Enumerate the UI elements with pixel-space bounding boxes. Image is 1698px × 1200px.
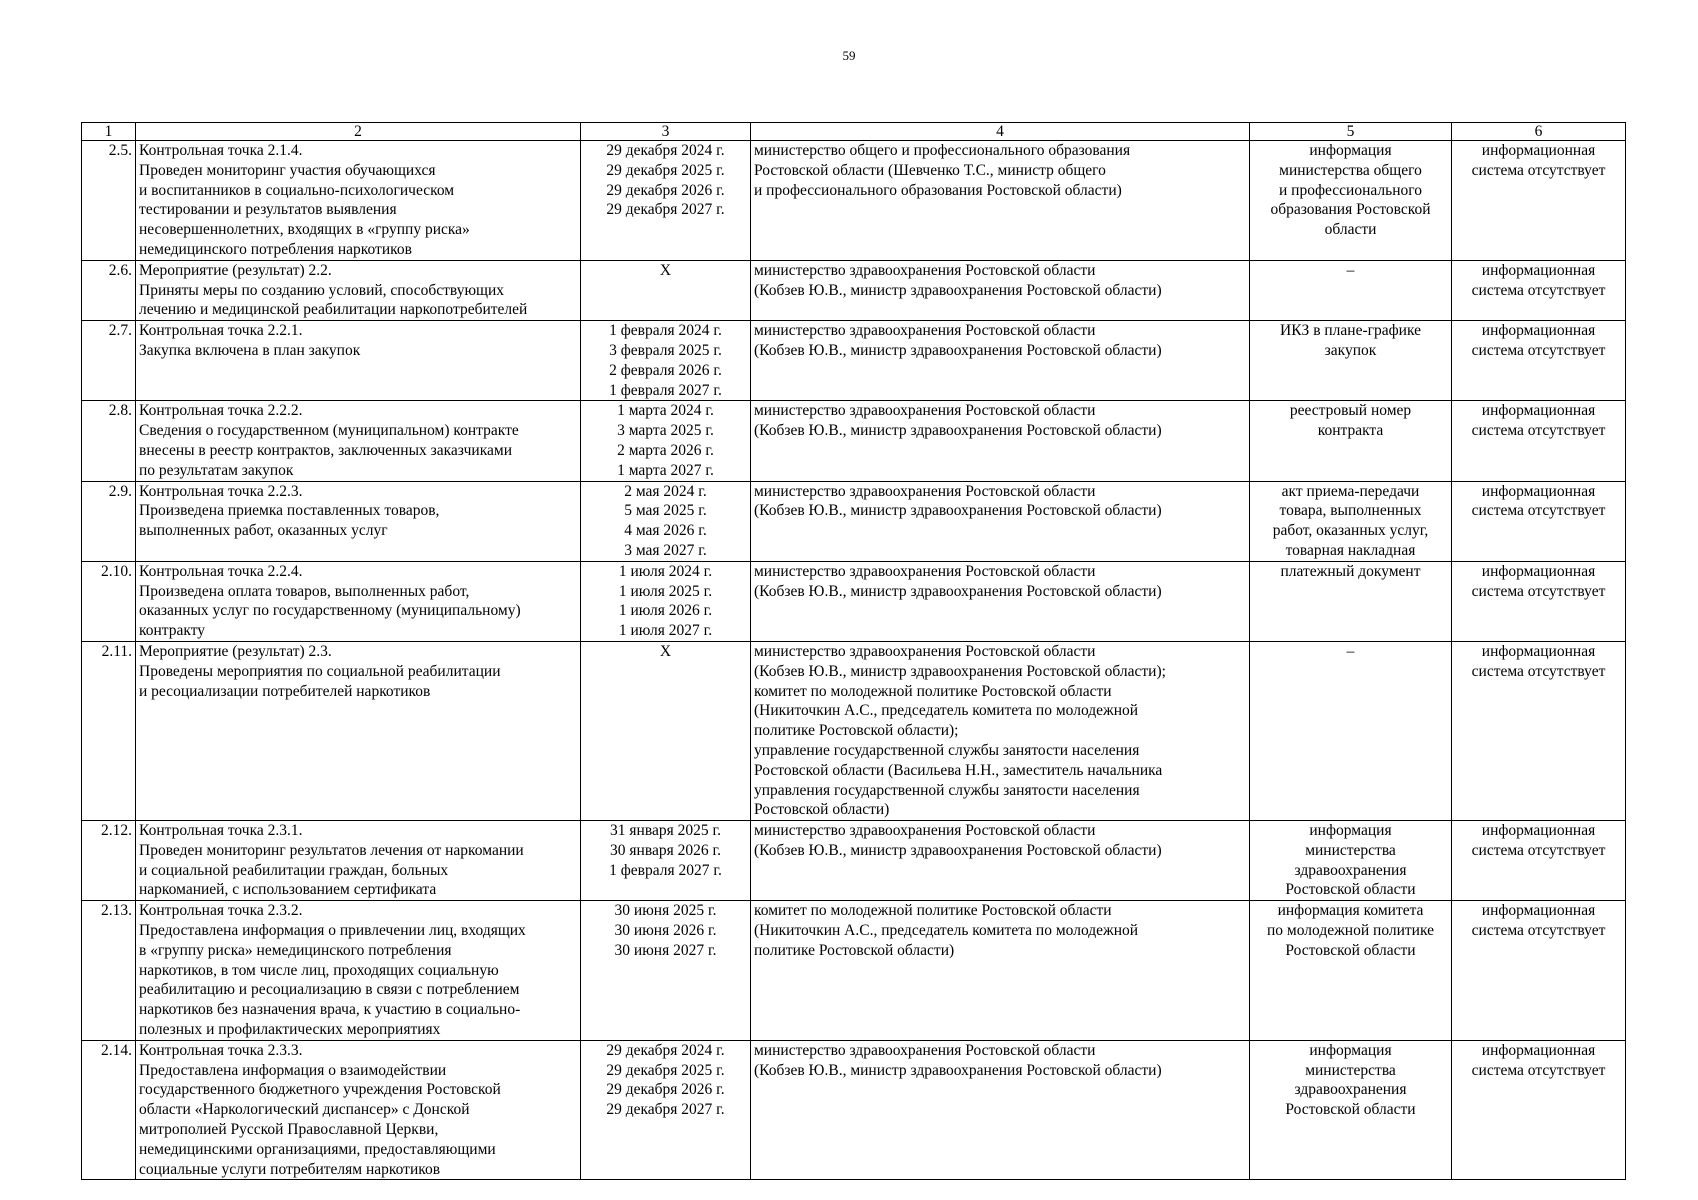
responsible-party-line: министерство здравоохранения Ростовской области [754, 261, 1096, 279]
item-name-line: Закупка включена в план закупок [139, 341, 361, 359]
item-name-line: в «группу риска» немедицинского потребления [139, 941, 452, 959]
confirming-document [1250, 821, 1452, 901]
column-number-5: 5 [1250, 123, 1452, 141]
confirming-document [1250, 561, 1452, 641]
responsible-party-line: Ростовской области (Шевченко Т.С., министр общего [754, 161, 1106, 179]
confirming-document-line: ИКЗ в плане-графике [1280, 322, 1421, 340]
information-system-line: система отсутствует [1471, 1061, 1606, 1079]
item-name [136, 141, 581, 261]
column-number-2: 2 [136, 123, 581, 141]
row-number: 2.13. [82, 901, 136, 1041]
item-name-line: наркотиков без назначения врача, к участию в социально- [139, 1001, 521, 1019]
due-dates-line: 5 мая 2025 г. [624, 502, 707, 520]
item-name-line: Проведены мероприятия по социальной реабилитации [139, 662, 501, 680]
due-dates-line: 1 марта 2027 г. [617, 461, 714, 479]
confirming-document-line: здравоохранения [1294, 861, 1407, 879]
item-name-line: по результатам закупок [139, 461, 294, 479]
information-system-line: система отсутствует [1471, 341, 1606, 359]
responsible-party-line: (Кобзев Ю.В., министр здравоохранения Ростовской области) [754, 841, 1162, 859]
item-name [136, 321, 581, 401]
confirming-document [1250, 401, 1452, 481]
item-name-line: и воспитанников в социально-психологическом [139, 181, 455, 199]
due-dates-line: 29 декабря 2024 г. [606, 1041, 725, 1059]
table-row [82, 901, 1626, 1041]
confirming-document-line: Ростовской области [1285, 881, 1416, 899]
responsible-party-line: министерство здравоохранения Ростовской области [754, 322, 1096, 340]
due-dates-line: 1 июля 2024 г. [618, 562, 713, 580]
table-row [82, 321, 1626, 401]
due-dates-line: 1 февраля 2027 г. [609, 861, 722, 879]
responsible-party [751, 321, 1250, 401]
responsible-party-line: министерство здравоохранения Ростовской области [754, 822, 1096, 840]
item-name [136, 481, 581, 561]
table-row [82, 401, 1626, 481]
due-dates-line: 30 июня 2027 г. [614, 941, 717, 959]
confirming-document-line: по молодежной политике [1267, 922, 1434, 940]
item-name-line: оказанных услуг по государственному (муниципальному) [139, 602, 521, 620]
information-system [1452, 481, 1626, 561]
due-dates-line: 1 февраля 2024 г. [609, 322, 722, 340]
column-number-row [82, 123, 1626, 141]
information-system-line: информационная [1481, 822, 1596, 840]
responsible-party-line: политике Ростовской области); [754, 722, 959, 740]
confirming-document [1250, 641, 1452, 820]
item-name-line: реабилитацию и ресоциализацию в связи с потреблением [139, 981, 520, 999]
confirming-document-line: товара, выполненных [1279, 502, 1422, 520]
responsible-party [751, 561, 1250, 641]
item-name-line: и социальной реабилитации граждан, больных [139, 861, 449, 879]
information-system [1452, 141, 1626, 261]
confirming-document-line: – [1346, 642, 1355, 660]
table-row [82, 561, 1626, 641]
item-name [136, 1040, 581, 1180]
responsible-party-line: министерство здравоохранения Ростовской области [754, 1041, 1096, 1059]
confirming-document-line: и профессионального [1279, 181, 1422, 199]
responsible-party-line: (Кобзев Ю.В., министр здравоохранения Ростовской области) [754, 502, 1162, 520]
due-dates [581, 321, 751, 401]
due-dates-line: 29 декабря 2027 г. [606, 201, 725, 219]
information-system [1452, 901, 1626, 1041]
confirming-document-line: информация [1309, 1041, 1392, 1059]
confirming-document-line: области [1324, 221, 1377, 239]
confirming-document-line: информация комитета [1277, 902, 1424, 920]
information-system-line: информационная [1481, 482, 1596, 500]
due-dates [581, 901, 751, 1041]
item-name-line: наркоманией, с использованием сертификата [139, 881, 437, 899]
item-name-line: лечению и медицинской реабилитации наркопотребителей [139, 301, 528, 319]
item-name-line: немедицинского потребления наркотиков [139, 240, 412, 258]
item-name-line: Проведен мониторинг результатов лечения от наркомании [139, 841, 524, 859]
due-dates-line: 1 июля 2026 г. [618, 602, 713, 620]
item-name-line: Контрольная точка 2.2.3. [139, 482, 303, 500]
confirming-document-line: работ, оказанных услуг, [1272, 522, 1429, 540]
item-name-line: Контрольная точка 2.2.2. [139, 402, 303, 420]
due-dates-line: 29 декабря 2026 г. [606, 1081, 725, 1099]
information-system-line: система отсутствует [1471, 161, 1606, 179]
item-name [136, 260, 581, 320]
information-system-line: информационная [1481, 322, 1596, 340]
confirming-document [1250, 481, 1452, 561]
responsible-party-line: управление государственной службы занятости населения [754, 741, 1140, 759]
information-system-line: система отсутствует [1471, 502, 1606, 520]
table-row [82, 821, 1626, 901]
item-name-line: внесены в реестр контрактов, заключенных заказчиками [139, 441, 512, 459]
responsible-party-line: (Кобзев Ю.В., министр здравоохранения Ростовской области); [754, 662, 1166, 680]
responsible-party [751, 481, 1250, 561]
confirming-document-line: платежный документ [1280, 562, 1421, 580]
information-system [1452, 561, 1626, 641]
row-number: 2.7. [82, 321, 136, 401]
due-dates-line: 31 января 2025 г. [610, 822, 721, 840]
due-dates-line: 4 мая 2026 г. [624, 522, 707, 540]
information-system-line: информационная [1481, 261, 1596, 279]
confirming-document [1250, 321, 1452, 401]
table-row [82, 481, 1626, 561]
confirming-document-line: товарная накладная [1285, 541, 1416, 559]
item-name-line: государственного бюджетного учреждения Ростовской [139, 1081, 501, 1099]
item-name-line: Сведения о государственном (муниципальном) контракте [139, 422, 519, 440]
due-dates [581, 141, 751, 261]
responsible-party-line: министерство здравоохранения Ростовской области [754, 482, 1096, 500]
row-number: 2.6. [82, 260, 136, 320]
table-row [82, 641, 1626, 820]
information-system-line: система отсутствует [1471, 662, 1606, 680]
confirming-document-line: Ростовской области [1285, 1101, 1416, 1119]
row-number: 2.12. [82, 821, 136, 901]
column-number-1: 1 [82, 123, 136, 141]
information-system-line: информационная [1481, 1041, 1596, 1059]
information-system-line: информационная [1481, 142, 1596, 159]
item-name-line: Произведена приемка поставленных товаров, [139, 502, 440, 520]
responsible-party-line: министерство здравоохранения Ростовской области [754, 642, 1096, 660]
responsible-party-line: (Кобзев Ю.В., министр здравоохранения Ростовской области) [754, 281, 1162, 299]
due-dates-line: 29 декабря 2025 г. [606, 1061, 725, 1079]
due-dates-line: 3 марта 2025 г. [617, 422, 714, 440]
confirming-document-line: информация [1309, 142, 1392, 159]
confirming-document-line: – [1346, 261, 1355, 279]
due-dates [581, 260, 751, 320]
due-dates-line: 3 мая 2027 г. [624, 541, 707, 559]
responsible-party [751, 1040, 1250, 1180]
page-number: 59 [842, 48, 856, 63]
confirming-document [1250, 141, 1452, 261]
information-system-line: система отсутствует [1471, 281, 1606, 299]
item-name-line: и ресоциализации потребителей наркотиков [139, 682, 431, 700]
information-system [1452, 821, 1626, 901]
confirming-document-line: контракта [1317, 422, 1384, 440]
responsible-party-line: политике Ростовской области) [754, 941, 955, 959]
item-name-line: Контрольная точка 2.1.4. [139, 142, 303, 159]
item-name-line: наркотиков, в том числе лиц, проходящих социальную [139, 961, 499, 979]
confirming-document-line: здравоохранения [1294, 1081, 1407, 1099]
responsible-party-line: управления государственной службы занятости населения [754, 781, 1140, 799]
item-name-line: Предоставлена информация о взаимодействии [139, 1061, 447, 1079]
information-system [1452, 401, 1626, 481]
due-dates [581, 641, 751, 820]
due-dates [581, 481, 751, 561]
due-dates-line: 2 мая 2024 г. [624, 482, 707, 500]
due-dates [581, 821, 751, 901]
responsible-party [751, 821, 1250, 901]
due-dates-line: 30 июня 2025 г. [614, 902, 717, 920]
confirming-document-line: министерства [1305, 1061, 1396, 1079]
row-number: 2.11. [82, 641, 136, 820]
responsible-party-line: комитет по молодежной политике Ростовской области [754, 682, 1112, 700]
responsible-party-line: министерство общего и профессионального образования [754, 142, 1131, 159]
due-dates-line: 3 февраля 2025 г. [609, 341, 722, 359]
responsible-party-line: и профессионального образования Ростовской области) [754, 181, 1122, 199]
item-name-line: немедицинскими организациями, предоставляющими [139, 1140, 496, 1158]
row-number: 2.9. [82, 481, 136, 561]
row-number: 2.10. [82, 561, 136, 641]
row-number: 2.5. [82, 141, 136, 261]
due-dates [581, 561, 751, 641]
item-name [136, 821, 581, 901]
item-name-line: Проведен мониторинг участия обучающихся [139, 161, 436, 179]
confirming-document-line: Ростовской области [1285, 941, 1416, 959]
confirming-document [1250, 901, 1452, 1041]
responsible-party [751, 260, 1250, 320]
information-system [1452, 260, 1626, 320]
due-dates-line: 1 июля 2025 г. [618, 582, 713, 600]
information-system-line: информационная [1481, 402, 1596, 420]
responsible-party-line: (Никиточкин А.С., председатель комитета по молодежной [754, 702, 1139, 720]
table-row [82, 141, 1626, 261]
item-name-line: Предоставлена информация о привлечении лиц, входящих [139, 922, 526, 940]
responsible-party-line: министерство здравоохранения Ростовской области [754, 562, 1096, 580]
confirming-document-line: министерства общего [1279, 161, 1422, 179]
item-name [136, 641, 581, 820]
item-name-line: Произведена оплата товаров, выполненных работ, [139, 582, 470, 600]
responsible-party-line: (Кобзев Ю.В., министр здравоохранения Ростовской области) [754, 422, 1162, 440]
due-dates-line: 2 февраля 2026 г. [609, 361, 722, 379]
information-system-line: система отсутствует [1471, 422, 1606, 440]
item-name-line: выполненных работ, оказанных услуг [139, 522, 388, 540]
responsible-party-line: министерство здравоохранения Ростовской области [754, 402, 1096, 420]
information-system-line: система отсутствует [1471, 922, 1606, 940]
responsible-party-line: (Кобзев Ю.В., министр здравоохранения Ростовской области) [754, 582, 1162, 600]
column-number-4: 4 [751, 123, 1250, 141]
item-name-line: Приняты меры по созданию условий, способствующих [139, 281, 505, 299]
due-dates-line: 30 июня 2026 г. [614, 922, 717, 940]
responsible-party-line: (Кобзев Ю.В., министр здравоохранения Ростовской области) [754, 1061, 1162, 1079]
due-dates-line: Х [659, 642, 672, 660]
due-dates-line: 29 декабря 2025 г. [606, 161, 725, 179]
information-system-line: информационная [1481, 902, 1596, 920]
confirming-document-line: закупок [1324, 341, 1377, 359]
information-system [1452, 641, 1626, 820]
row-number: 2.8. [82, 401, 136, 481]
due-dates-line: 1 февраля 2027 г. [609, 381, 722, 399]
table-row [82, 1040, 1626, 1180]
information-system [1452, 321, 1626, 401]
item-name-line: Мероприятие (результат) 2.3. [139, 642, 332, 660]
confirming-document-line: информация [1309, 822, 1392, 840]
confirming-document [1250, 1040, 1452, 1180]
table-row [82, 260, 1626, 320]
responsible-party-line: Ростовской области) [754, 801, 890, 819]
information-system [1452, 1040, 1626, 1180]
due-dates-line: 2 марта 2026 г. [617, 441, 714, 459]
due-dates [581, 1040, 751, 1180]
confirming-document-line: реестровый номер [1289, 402, 1412, 420]
item-name-line: митрополией Русской Православной Церкви, [139, 1121, 439, 1139]
confirming-document [1250, 260, 1452, 320]
item-name-line: Контрольная точка 2.3.2. [139, 902, 303, 920]
responsible-party-line: (Никиточкин А.С., председатель комитета по молодежной [754, 922, 1139, 940]
item-name-line: полезных и профилактических мероприятиях [139, 1021, 441, 1039]
responsible-party-line: (Кобзев Ю.В., министр здравоохранения Ростовской области) [754, 341, 1162, 359]
item-name [136, 901, 581, 1041]
responsible-party [751, 141, 1250, 261]
due-dates-line: 1 марта 2024 г. [617, 402, 714, 420]
item-name [136, 561, 581, 641]
row-number: 2.14. [82, 1040, 136, 1180]
due-dates-line: 29 декабря 2027 г. [606, 1101, 725, 1119]
due-dates-line: Х [659, 261, 672, 279]
item-name-line: несовершеннолетних, входящих в «группу риска» [139, 221, 470, 239]
due-dates-line: 29 декабря 2024 г. [606, 142, 725, 159]
responsible-party [751, 401, 1250, 481]
responsible-party [751, 901, 1250, 1041]
item-name-line: Контрольная точка 2.3.1. [139, 822, 303, 840]
due-dates-line: 30 января 2026 г. [610, 841, 721, 859]
item-name-line: Контрольная точка 2.2.4. [139, 562, 303, 580]
responsible-party [751, 641, 1250, 820]
information-system-line: система отсутствует [1471, 841, 1606, 859]
due-dates-line: 1 июля 2027 г. [618, 622, 713, 640]
item-name-line: Мероприятие (результат) 2.2. [139, 261, 332, 279]
item-name-line: социальные услуги потребителям наркотиков [139, 1160, 441, 1178]
confirming-document-line: акт приема-передачи [1281, 482, 1420, 500]
due-dates [581, 401, 751, 481]
item-name-line: области «Наркологический диспансер» с Донской [139, 1101, 470, 1119]
information-system-line: информационная [1481, 562, 1596, 580]
item-name-line: Контрольная точка 2.2.1. [139, 322, 303, 340]
responsible-party-line: Ростовской области (Васильева Н.Н., заместитель начальника [754, 761, 1163, 779]
due-dates-line: 29 декабря 2026 г. [606, 181, 725, 199]
responsible-party-line: комитет по молодежной политике Ростовской области [754, 902, 1112, 920]
item-name [136, 401, 581, 481]
column-number-6: 6 [1452, 123, 1626, 141]
information-system-line: система отсутствует [1471, 582, 1606, 600]
measures-table [81, 122, 1626, 1180]
column-number-3: 3 [581, 123, 751, 141]
confirming-document-line: министерства [1305, 841, 1396, 859]
confirming-document-line: образования Ростовской [1270, 201, 1431, 219]
item-name-line: контракту [139, 622, 206, 640]
information-system-line: информационная [1481, 642, 1596, 660]
item-name-line: Контрольная точка 2.3.3. [139, 1041, 303, 1059]
item-name-line: тестировании и результатов выявления [139, 201, 397, 219]
